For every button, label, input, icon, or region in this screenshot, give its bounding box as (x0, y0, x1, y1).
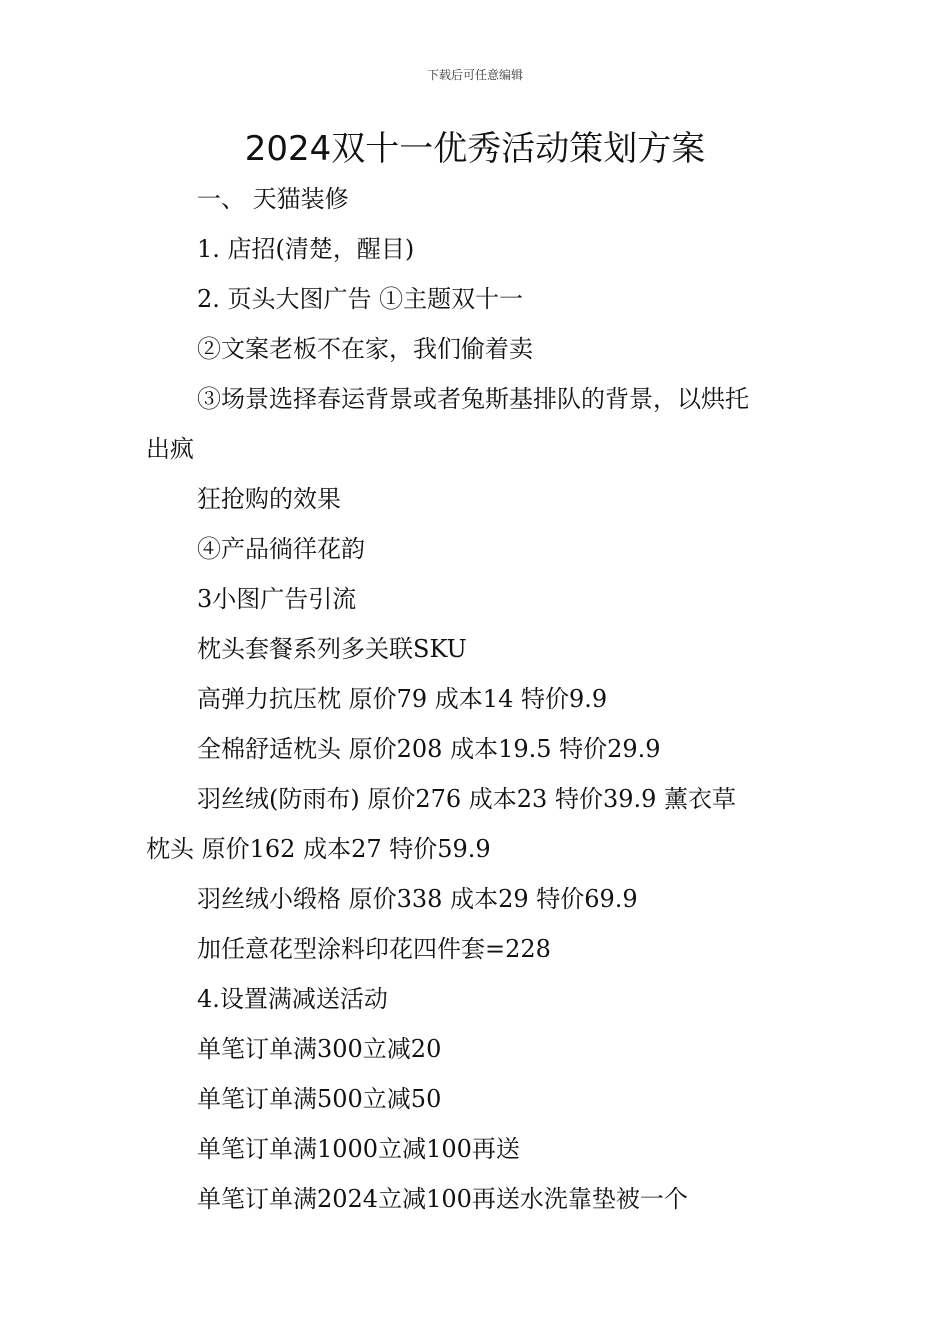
document-title: 2024双十一优秀活动策划方案 (244, 129, 706, 169)
paragraph-line: 4.设置满减送活动 (197, 985, 388, 1013)
paragraph-line: 1. 店招(清楚，醒目) (197, 235, 415, 263)
paragraph-line: 高弹力抗压枕 原价79 成本14 特价9.9 (197, 685, 608, 713)
paragraph-line: 2. 页头大图广告 ①主题双十一 (197, 285, 524, 313)
paragraph-line: 单笔订单满2024立减100再送水洗靠垫被一个 (197, 1185, 688, 1213)
paragraph-line: 出疯 (146, 435, 194, 463)
paragraph-line: 狂抢购的效果 (197, 485, 341, 513)
paragraph-line: ③场景选择春运背景或者兔斯基排队的背景，以烘托 (197, 385, 749, 413)
document-body (146, 174, 826, 1224)
paragraph-line: 加任意花型涂料印花四件套=228 (197, 935, 551, 963)
paragraph-line: 羽丝绒(防雨布) 原价276 成本23 特价39.9 薰衣草 (197, 785, 737, 813)
paragraph-line: 单笔订单满300立减20 (197, 1035, 442, 1063)
paragraph-line: 枕头 原价162 成本27 特价59.9 (146, 835, 491, 863)
paragraph-line: 全棉舒适枕头 原价208 成本19.5 特价29.9 (197, 735, 661, 763)
paragraph-line: 3小图广告引流 (197, 585, 357, 613)
paragraph-line: ④产品徜徉花韵 (197, 535, 365, 563)
paragraph-line: ②文案老板不在家，我们偷着卖 (197, 335, 533, 363)
paragraph-line: 单笔订单满1000立减100再送 (197, 1135, 520, 1163)
header-note: 下载后可任意编辑 (426, 68, 523, 82)
paragraph-line: 枕头套餐系列多关联SKU (197, 635, 467, 663)
paragraph-line: 羽丝绒小缎格 原价338 成本29 特价69.9 (197, 885, 638, 913)
paragraph-line: 单笔订单满500立减50 (197, 1085, 442, 1113)
paragraph-line: 一、 天猫装修 (197, 185, 349, 213)
